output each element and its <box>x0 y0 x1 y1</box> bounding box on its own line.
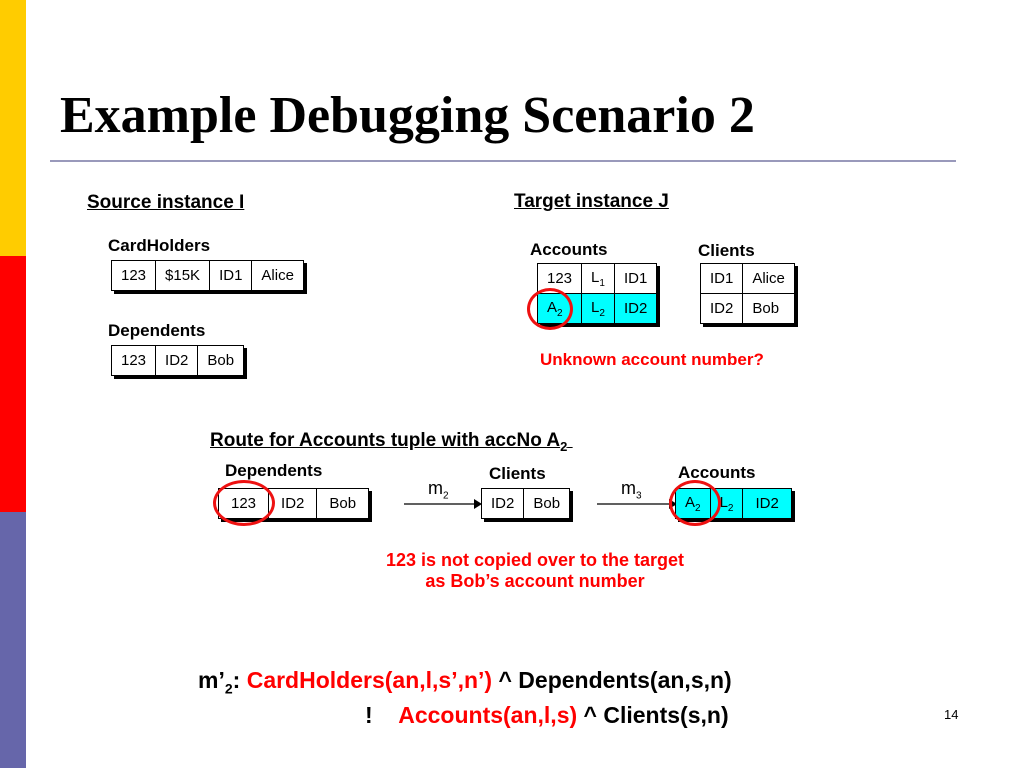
implies-symbol: ! <box>365 702 373 728</box>
clients-label: Clients <box>698 241 755 260</box>
slide-title: Example Debugging Scenario 2 <box>60 87 755 144</box>
table-cell: ID2 <box>156 346 198 376</box>
accent-bar-red <box>0 256 26 512</box>
table-row <box>112 346 244 376</box>
table-cell: ID2 <box>614 294 656 324</box>
table-cell: 123 <box>219 489 269 519</box>
table-cell: Bob <box>317 489 369 519</box>
table-cell: $15K <box>156 261 210 291</box>
route-clients-table <box>481 488 570 519</box>
highlight-circle <box>669 480 721 526</box>
target-heading: Target instance J <box>514 191 669 212</box>
route-clients-label: Clients <box>489 464 546 483</box>
dependents-table <box>111 345 244 376</box>
table-cell: ID1 <box>614 264 656 294</box>
title-rule <box>50 160 956 162</box>
table-cell: Bob <box>524 489 570 519</box>
table-cell: ID2 <box>269 489 317 519</box>
mapping-m2-label: $m_2$ <box>428 478 449 502</box>
table-cell: ID2 <box>743 489 791 519</box>
table-cell: $L_2$ <box>582 294 615 324</box>
route-heading: Route for Accounts tuple with accNo $A_2$ <box>210 430 568 454</box>
table-cell: $A_2$ <box>538 294 582 324</box>
clients-table <box>700 263 795 324</box>
highlight-circle <box>213 480 275 526</box>
table-cell: ID1 <box>701 264 743 294</box>
table-cell: 123 <box>538 264 582 294</box>
highlight-circle <box>527 288 573 330</box>
table-cell: ID2 <box>701 294 743 324</box>
table-cell: Bob <box>743 294 795 324</box>
table-row <box>482 489 570 519</box>
page-number: 14 <box>944 707 959 722</box>
formula-lhs-red: CardHolders(an,l,s’,n’) <box>246 667 493 693</box>
dependents-label: Dependents <box>108 321 206 340</box>
formula-lhs-black: ^ Dependents(an,s,n) <box>498 667 732 693</box>
table-cell: 123 <box>112 261 156 291</box>
source-heading: Source instance I <box>87 192 245 213</box>
table-cell: Alice <box>743 264 795 294</box>
table-cell: $L_1$ <box>582 264 615 294</box>
accent-bar-yellow <box>0 0 26 256</box>
route-accounts-label: Accounts <box>678 463 756 482</box>
cardholders-label: CardHolders <box>108 236 211 255</box>
table-cell: ID2 <box>482 489 524 519</box>
table-cell: $L_2$ <box>710 489 743 519</box>
table-cell: ID1 <box>210 261 252 291</box>
unknown-account-note: Unknown account number? <box>540 350 764 369</box>
route-note-line1: 123 is not copied over to the target <box>385 550 685 570</box>
cardholders-table <box>111 260 304 291</box>
mapping-m3-label: $m_3$ <box>621 478 642 502</box>
route-note <box>330 550 740 592</box>
formula-rhs-black: ^ Clients(s,n) <box>583 702 729 728</box>
table-cell: Alice <box>252 261 304 291</box>
table-cell: Bob <box>198 346 244 376</box>
formula-rhs-red: Accounts(an,l,s) <box>398 702 578 728</box>
route-dependents-label: Dependents <box>225 461 323 480</box>
table-row <box>112 261 304 291</box>
route-note-line2: as Bob’s account number <box>425 571 645 591</box>
accent-bar-purple <box>0 512 26 768</box>
table-cell: 123 <box>112 346 156 376</box>
table-cell: $A_2$ <box>676 489 711 519</box>
table-row <box>701 294 795 324</box>
accounts-label: Accounts <box>530 240 608 259</box>
formula-line2 <box>365 702 729 729</box>
table-row <box>701 264 795 294</box>
formula-line1: $m’_2$: CardHolders(an,l,s’,n’) ^ Dependents(an,s,n) <box>198 667 732 697</box>
